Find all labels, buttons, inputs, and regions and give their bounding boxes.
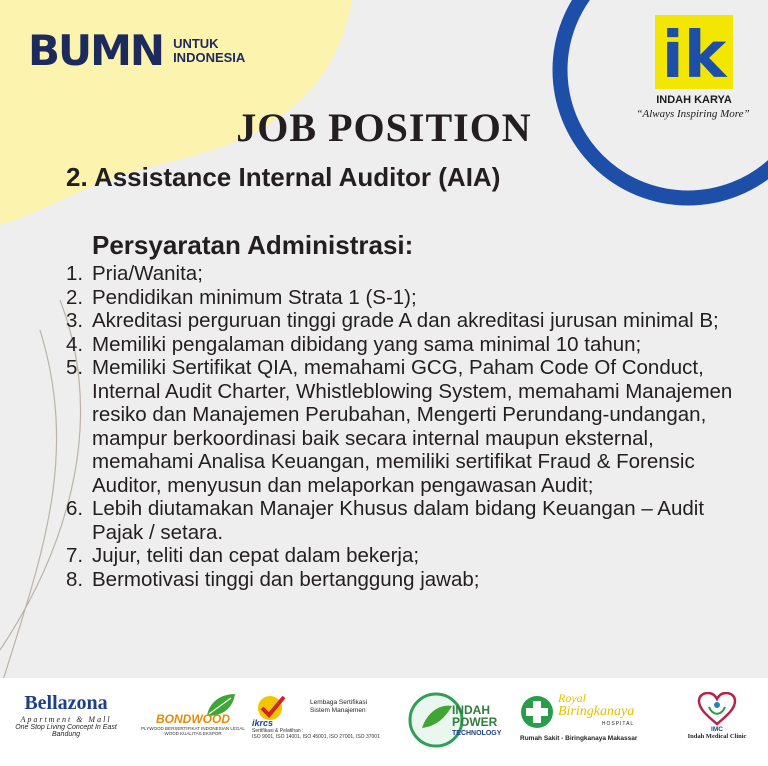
imc-logo: IMC Indah Medical Clinic bbox=[672, 692, 762, 740]
requirements-list bbox=[66, 262, 746, 591]
list-item: 5. Memiliki Sertifikat QIA, memahami GCG, Paham Code Of Conduct, Internal Audit Charter, Whistleblowing System, memahami Manajemen resiko dan Manajemen Perubahan, Mengerti Perundang-undangan, mampur berkoordinasi baik secara internal maupun eksternal, memahami Analisa Keuangan, memiliki sertifikat Fraud & Forensic Auditor, menyusun dan melaporkan pengawasan Audit; bbox=[66, 356, 733, 497]
sponsor-strip: Bellazona Apartment & Mall One Stop Living Concept In East Bandung BONDWOOD PLYWOOD BERSERTIFIKAT INDONESIAN LEGAL WOOD KUALITAS EKSPOR Lembaga Sertifikasi Sistem Manajemen ikrcs Sertifikasi & Pelatihan : ISO 9001, ISO 14001, ISO 45001, ISO 27001, ISO 37001 INDAH POWER TECHNOLOGY Royal Biringkanaya HOSPITAL Rumah Sakit - Biringkanaya Makassar IMC Indah Medical Clinic bbox=[0, 678, 768, 766]
list-item: 7. Jujur, teliti dan cepat dalam bekerja; bbox=[66, 544, 420, 567]
bumn-tagline bbox=[173, 37, 245, 65]
bumn-wordmark: BUMN bbox=[28, 26, 164, 75]
company-slogan: “Always Inspiring More” bbox=[636, 108, 750, 120]
page-title: JOB POSITION bbox=[236, 105, 532, 150]
list-item: 8. Bermotivasi tinggi dan bertanggung jawab; bbox=[66, 567, 480, 591]
bondwood-logo: BONDWOOD PLYWOOD BERSERTIFIKAT INDONESIAN LEGAL WOOD KUALITAS EKSPOR bbox=[137, 692, 249, 736]
bumn-tagline-line2: INDONESIA bbox=[173, 50, 246, 65]
bellazona-logo: Bellazona Apartment & Mall One Stop Living Concept In East Bandung bbox=[15, 692, 117, 738]
list-item: 4. Memiliki pengalaman dibidang yang sama minimal 10 tahun; bbox=[66, 332, 642, 356]
list-item: 6. Lebih diutamakan Manajer Khusus dalam bidang Keuangan – Audit Pajak / setara. bbox=[66, 497, 705, 544]
bumn-tagline-line1: UNTUK bbox=[173, 36, 219, 51]
ik-logo-icon bbox=[655, 15, 733, 89]
list-item: 1. Pria/Wanita; bbox=[66, 262, 203, 285]
position-title: 2. Assistance Internal Auditor (AIA) bbox=[66, 162, 501, 192]
heart-icon bbox=[697, 692, 737, 726]
section-title: Persyaratan Administrasi: bbox=[92, 230, 414, 260]
list-item: 2. Pendidikan minimum Strata 1 (S-1); bbox=[66, 285, 417, 309]
medical-cross-icon bbox=[520, 695, 554, 729]
company-name: INDAH KARYA bbox=[656, 94, 732, 106]
ikrcs-logo: Lembaga Sertifikasi Sistem Manajemen ikrcs Sertifikasi & Pelatihan : ISO 9001, ISO 14001, ISO 45001, ISO 27001, ISO 37001 bbox=[252, 692, 394, 740]
ik-logo-mark: ik bbox=[661, 19, 727, 89]
indah-karya-logo bbox=[655, 15, 733, 89]
royal-biringkanaya-logo: Royal Biringkanaya HOSPITAL Rumah Sakit - Biringkanaya Makassar bbox=[520, 691, 638, 742]
list-item: 3. Akreditasi perguruan tinggi grade A dan akreditasi jurusan minimal B; bbox=[66, 309, 719, 332]
bumn-logo bbox=[28, 26, 246, 75]
